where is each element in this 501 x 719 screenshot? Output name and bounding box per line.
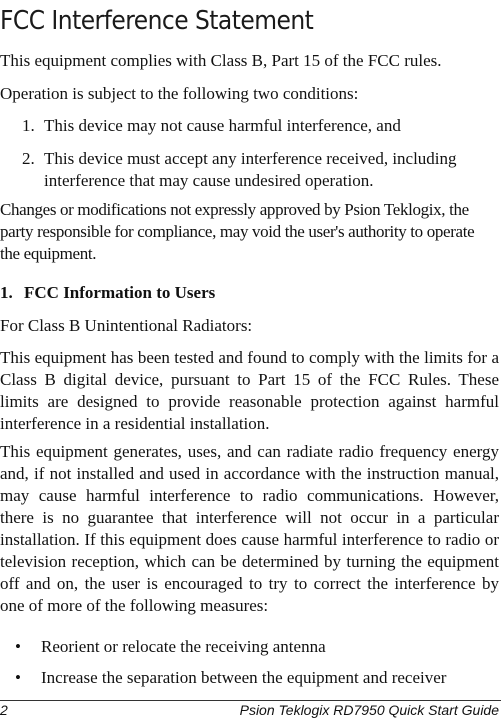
generates-paragraph: This equipment generates, uses, and can radiate radio frequency energy and, if not installed and used in accordance with the instruction manual, may cause harmful interference to radio communications. However, there is no guarantee that interference will not occur in a particular installation. If this equipment does cause harmful interference to radio or television reception, which can be determined by turning the equipment off and on, the user is encouraged to try to correct the interference by one of more of the following measures:: [0, 442, 499, 615]
page-number: 2: [0, 702, 8, 718]
footer-document-title: Psion Teklogix RD7950 Quick Start Guide: [239, 702, 499, 718]
section-heading: [0, 282, 215, 304]
condition-item: [22, 148, 492, 192]
section-number: 1.: [0, 283, 13, 302]
conditions-list: [22, 115, 492, 192]
measure-text: Reorient or relocate the receiving antenna: [41, 637, 326, 656]
condition-text: This device may not cause harmful interference, and: [44, 116, 401, 135]
changes-paragraph: Changes or modifications not expressly approved by Psion Teklogix, the party responsible for compliance, may void the user's authority to operate the equipment.: [0, 200, 475, 263]
condition-item: [22, 115, 492, 137]
list-item: [15, 636, 495, 658]
class-b-label: For Class B Unintentional Radiators:: [0, 316, 253, 335]
condition-number: 2.: [22, 149, 35, 168]
footer-divider: [0, 700, 501, 701]
bullet-icon: •: [15, 668, 21, 687]
condition-number: 1.: [22, 116, 35, 135]
measures-list: [15, 636, 495, 698]
bullet-icon: •: [15, 637, 21, 656]
list-item: [15, 667, 495, 689]
intro-paragraph-compliance: This equipment complies with Class B, Part 15 of the FCC rules.: [0, 51, 442, 70]
page-title: FCC Interference Statement: [0, 6, 314, 36]
section-heading-text: FCC Information to Users: [24, 283, 216, 302]
measure-text: Increase the separation between the equipment and receiver: [41, 668, 447, 687]
tested-paragraph: This equipment has been tested and found to comply with the limits for a Class B digital device, pursuant to Part 15 of the FCC Rules. These limits are designed to provide reasonable protection against harmful interference in a residential installation.: [0, 348, 499, 433]
intro-paragraph-conditions: Operation is subject to the following two conditions:: [0, 84, 359, 103]
condition-text: This device must accept any interference received, including interference that may cause undesired operation.: [44, 149, 457, 190]
